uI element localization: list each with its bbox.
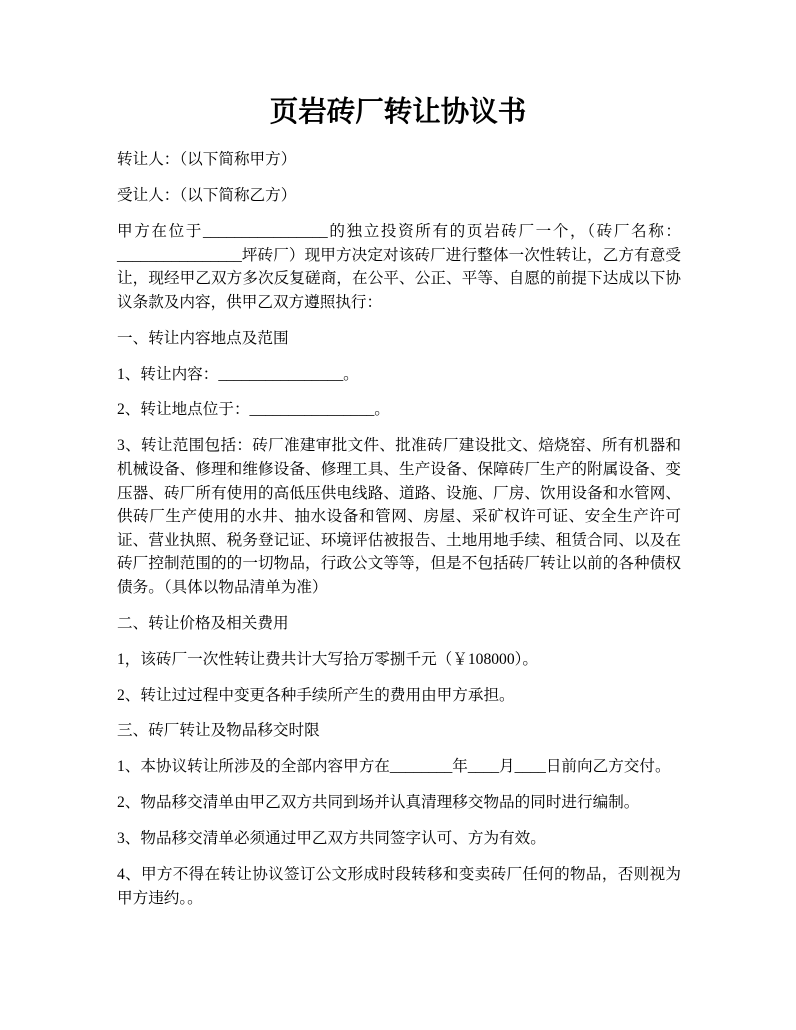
text-line: 三、砖厂转让及物品移交时限 [117, 722, 320, 740]
text-line: 砖厂控制范围的的一切物品，行政公文等等，但是不包括砖厂转让以前的各种债权 [117, 555, 681, 573]
section-heading-1 [117, 327, 681, 351]
text-line: 二、转让价格及相关费用 [117, 614, 289, 632]
text-line: 1，该砖厂一次性转让费共计大写拾万零捌千元（￥108000）。 [117, 650, 539, 668]
text-line: 甲方违约。。 [117, 889, 203, 907]
clause-1-1 [117, 363, 681, 387]
clause-3-3 [117, 827, 681, 851]
text-line: 2、转让过过程中变更各种手续所产生的费用由甲方承担。 [117, 686, 515, 704]
text-line: ________________坪砖厂）现甲方决定对该砖厂进行整体一次性转让，乙方有意受 [117, 246, 681, 264]
text-line: 转让人：（以下简称甲方） [117, 151, 297, 169]
clause-2-1 [117, 648, 681, 672]
text-line: 让，现经甲乙双方多次反复磋商，在公平、公正、平等、自愿的前提下达成以下协 [117, 270, 681, 288]
clause-3-4 [117, 863, 681, 910]
transferor-line [117, 148, 681, 172]
text-line: 压器、砖厂所有使用的高低压供电线路、道路、设施、厂房、饮用设备和水管网、 [117, 484, 681, 502]
text-line: 甲方在位于________________的独立投资所有的页岩砖厂一个，（砖厂名称： [117, 222, 681, 240]
text-line: 3、转让范围包括：砖厂准建审批文件、批准砖厂建设批文、焙烧窑、所有机器和 [117, 437, 681, 455]
document-body [117, 148, 681, 922]
text-line: 4、甲方不得在转让协议签订公文形成时段转移和变卖砖厂任何的物品，否则视为 [117, 866, 681, 883]
clause-3-2 [117, 791, 681, 815]
text-line: 1、转让内容：________________。 [117, 365, 359, 383]
document-title: 页岩砖厂转让协议书 [269, 97, 527, 128]
text-line: 2、物品移交清单由甲乙双方共同到场并认真清理移交物品的同时进行编制。 [117, 794, 640, 812]
section-heading-3 [117, 719, 681, 743]
text-line: 债务。（具体以物品清单为准） [117, 578, 328, 596]
text-line: 1、本协议转让所涉及的全部内容甲方在________年____月____日前向乙方交付。 [117, 758, 671, 776]
text-line: 证、营业执照、税务登记证、环境评估被报告、土地用地手续、租赁合同、以及在 [117, 531, 681, 549]
preamble-paragraph [117, 220, 681, 314]
transferee-line [117, 184, 681, 208]
text-line: 议条款及内容，供甲乙双方遵照执行： [117, 293, 383, 311]
clause-1-2 [117, 398, 681, 422]
text-line: 一、转让内容地点及范围 [117, 329, 289, 347]
text-line: 供砖厂生产使用的水井、抽水设备和管网、房屋、采矿权许可证、安全生产许可 [117, 508, 681, 526]
text-line: 机械设备、修理和维修设备、修理工具、生产设备、保障砖厂生产的附属设备、变 [117, 460, 681, 478]
clause-2-2 [117, 684, 681, 708]
text-line: 受让人：（以下简称乙方） [117, 187, 297, 205]
text-line: 2、转让地点位于：________________。 [117, 401, 390, 419]
clause-1-3 [117, 434, 681, 599]
section-heading-2 [117, 612, 681, 636]
text-line: 3、物品移交清单必须通过甲乙双方共同签字认可、方为有效。 [117, 830, 546, 848]
clause-3-1 [117, 755, 681, 779]
